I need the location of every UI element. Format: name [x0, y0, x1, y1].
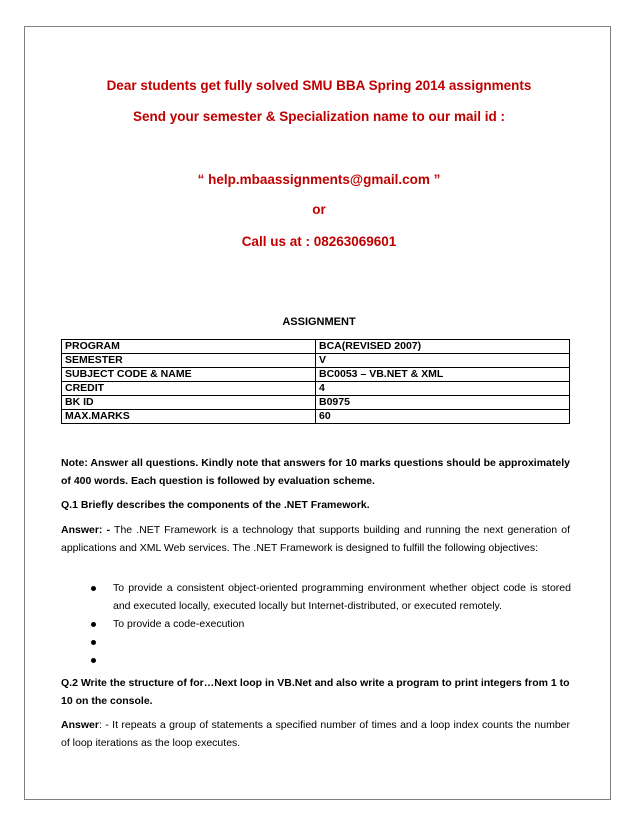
list-item	[91, 633, 571, 651]
table-row	[62, 410, 570, 424]
assignment-table	[61, 339, 570, 424]
q1-answer-text: The .NET Framework is a technology that supports building and running the next generation of applications and XML Web services. The .NET Framework is designed to fulfill the following objectives:	[61, 524, 570, 554]
table-row	[62, 354, 570, 368]
promo-phone: Call us at : 08263069601	[241, 234, 397, 249]
q1-bullet-list	[91, 579, 571, 669]
row-value: 4	[316, 382, 570, 396]
q1-answer-label: Answer: -	[61, 524, 111, 536]
q1-question: Q.1 Briefly describes the components of the .NET Framework.	[61, 499, 370, 511]
q2-answer-label: Answer	[61, 719, 99, 731]
row-value: BCA(REVISED 2007)	[316, 340, 570, 354]
q1-answer	[61, 521, 570, 557]
row-value: 60	[316, 410, 570, 424]
q2-answer	[61, 716, 570, 752]
row-value: B0975	[316, 396, 570, 410]
list-item: To provide a code-execution	[91, 615, 571, 633]
table-row	[62, 382, 570, 396]
row-label: CREDIT	[62, 382, 316, 396]
promo-line-1: Dear students get fully solved SMU BBA Spring 2014 assignments	[106, 78, 532, 93]
row-label: SEMESTER	[62, 354, 316, 368]
row-label: MAX.MARKS	[62, 410, 316, 424]
table-row	[62, 340, 570, 354]
row-value: V	[316, 354, 570, 368]
assignment-title: ASSIGNMENT	[282, 316, 356, 328]
table-row	[62, 368, 570, 382]
bullet-icon	[91, 640, 96, 645]
row-label: SUBJECT CODE & NAME	[62, 368, 316, 382]
table-row	[62, 396, 570, 410]
bullet-icon	[91, 658, 96, 663]
list-item	[91, 651, 571, 669]
bullet-icon	[91, 622, 96, 627]
list-item: To provide a consistent object-oriented programming environment whether object code is stored and executed locally, executed locally but Internet-distributed, or executed remotely.	[91, 579, 571, 615]
q1-block	[61, 496, 570, 514]
row-label: PROGRAM	[62, 340, 316, 354]
promo-email: “ help.mbaassignments@gmail.com ”	[197, 172, 441, 187]
q2-answer-text: : - It repeats a group of statements a specified number of times and a loop index counts the number of loop iterations as the loop executes.	[61, 719, 570, 749]
row-label: BK ID	[62, 396, 316, 410]
note-text: Note: Answer all questions. Kindly note that answers for 10 marks questions should be approximately of 400 words. Each question is followed by evaluation scheme.	[61, 457, 570, 487]
note-paragraph	[61, 454, 570, 490]
promo-or: or	[312, 202, 326, 217]
q2-block	[61, 674, 570, 710]
row-value: BC0053 – VB.NET & XML	[316, 368, 570, 382]
q2-question: Q.2 Write the structure of for…Next loop in VB.Net and also write a program to print integers from 1 to 10 on the console.	[61, 677, 570, 707]
promo-line-2: Send your semester & Specialization name to our mail id :	[132, 109, 506, 124]
bullet-icon	[91, 586, 96, 591]
